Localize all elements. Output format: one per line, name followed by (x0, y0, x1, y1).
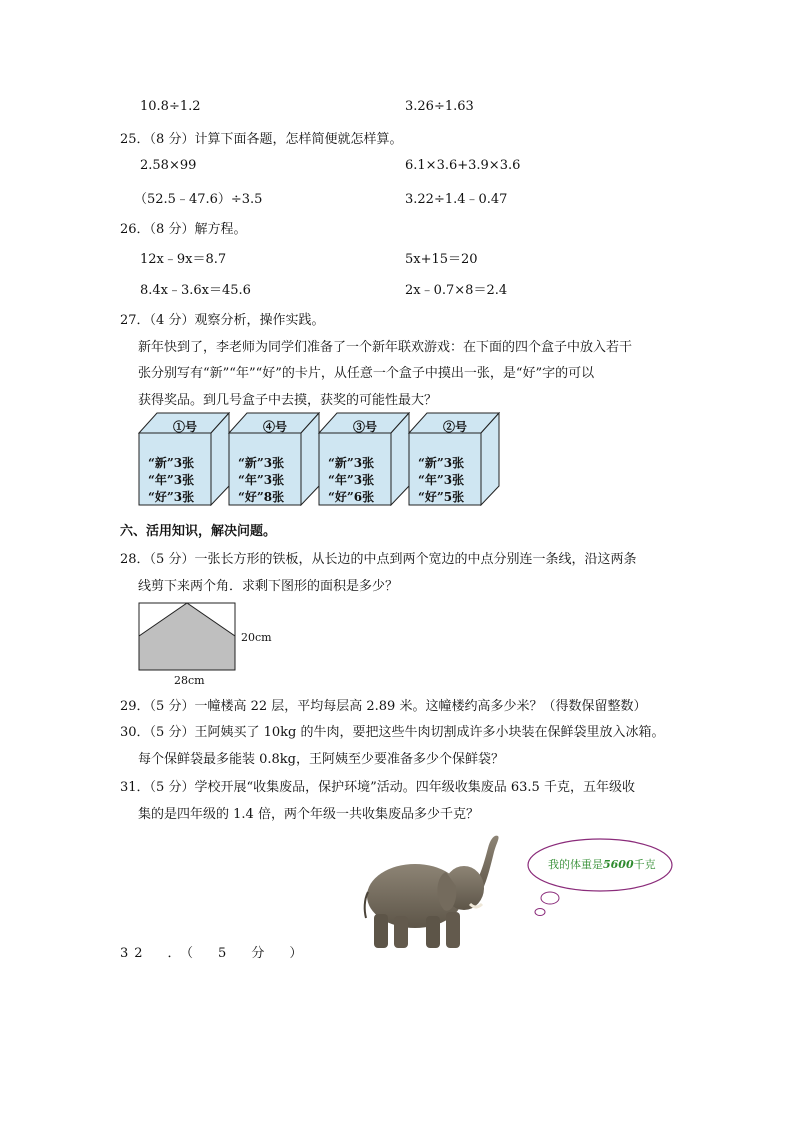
q27-text-line-2: 张分别写有“新”“年”“好”的卡片，从任意一个盒子中摸出一张，是“好”字的可以 (138, 366, 595, 381)
card-box-4 (408, 412, 498, 502)
bubble-prefix: 我的体重是 (548, 858, 603, 871)
q25-item-3: （52.5﹣47.6）÷3.5 (134, 192, 263, 207)
card-box-row: “新”3张 (418, 456, 465, 470)
q25-item-4: 3.22÷1.4﹣0.47 (405, 192, 508, 207)
card-box-row: “好”6张 (328, 490, 375, 504)
q25-item-2: 6.1×3.6+3.9×3.6 (405, 158, 521, 173)
q31-text-line-2: 集的是四年级的 1.4 倍，两个年级一共收集废品多少千克？ (138, 807, 479, 822)
bubble-number: 5600 (603, 858, 634, 871)
bubble-text (548, 856, 656, 872)
q28-rectangle-figure (138, 602, 238, 672)
q25-item-1: 2.58×99 (140, 158, 197, 173)
q28-width-label: 28cm (174, 674, 205, 687)
q27-text-line-1: 新年快到了，李老师为同学们准备了一个新年联欢游戏：在下面的四个盒子中放入若干 (138, 340, 633, 355)
card-box-title: ①号 (172, 420, 197, 434)
q26-item-3: 8.4x﹣3.6x＝45.6 (140, 283, 251, 298)
card-box-row: “好”3张 (148, 490, 195, 504)
q27-heading: 27．（4 分）观察分析，操作实践。 (120, 313, 325, 328)
q25-heading: 25．（8 分）计算下面各题，怎样简便就怎样算。 (120, 132, 403, 147)
q31-text-line-1: 31．（5 分）学校开展“收集废品，保护环境”活动。四年级收集废品 63.5 千克，五年级收 (120, 780, 635, 795)
q32-text: 32 ．（ 5 分 ） (120, 946, 309, 961)
q26-heading: 26．（8 分）解方程。 (120, 222, 247, 237)
card-box-row: “新”3张 (238, 456, 285, 470)
q24-right-expr: 3.26÷1.63 (405, 99, 474, 114)
elephant-illustration (360, 828, 505, 954)
q30-text-line-1: 30．（5 分）王阿姨买了 10kg 的牛肉，要把这些牛肉切割成许多小块装在保鲜袋里放入冰箱。 (120, 725, 665, 740)
q24-left-expr: 10.8÷1.2 (140, 99, 201, 114)
q28-text-line-2: 线剪下来两个角．求剩下图形的面积是多少？ (138, 579, 399, 594)
card-box-row: “年”3张 (148, 473, 195, 487)
q28-height-label: 20cm (241, 631, 272, 644)
q30-text-line-2: 每个保鲜袋最多能装 0.8kg，王阿姨至少要准备多少个保鲜袋？ (138, 752, 505, 767)
card-box-row: “年”3张 (238, 473, 285, 487)
card-box-2 (228, 412, 318, 502)
card-box-3 (318, 412, 408, 502)
bubble-suffix: 千克 (633, 858, 656, 871)
card-box-row: “新”3张 (328, 456, 375, 470)
card-box-title: ④号 (262, 420, 287, 434)
card-box-row: “年”3张 (418, 473, 465, 487)
card-box-title: ③号 (352, 420, 377, 434)
q29-text: 29．（5 分）一幢楼高 22 层，平均每层高 2.89 米。这幢楼约高多少米？（得数保留整数） (120, 699, 647, 714)
q28-text-line-1: 28．（5 分）一张长方形的铁板，从长边的中点到两个宽边的中点分别连一条线，沿这两条 (120, 552, 637, 567)
card-box-row: “新”3张 (148, 456, 195, 470)
card-box-row: “年”3张 (328, 473, 375, 487)
q26-item-4: 2x﹣0.7×8＝2.4 (405, 283, 508, 298)
thought-bubble (520, 832, 680, 922)
section-6-heading: 六、活用知识，解决问题。 (120, 524, 277, 539)
card-box-row: “好”8张 (238, 490, 285, 504)
card-box-title: ②号 (442, 420, 467, 434)
card-box-1 (138, 412, 228, 502)
q27-text-line-3: 获得奖品。到几号盒子中去摸，获奖的可能性最大？ (138, 393, 438, 408)
q26-item-2: 5x+15＝20 (405, 252, 478, 267)
card-box-row: “好”5张 (418, 490, 465, 504)
q26-item-1: 12x﹣9x＝8.7 (140, 252, 227, 267)
